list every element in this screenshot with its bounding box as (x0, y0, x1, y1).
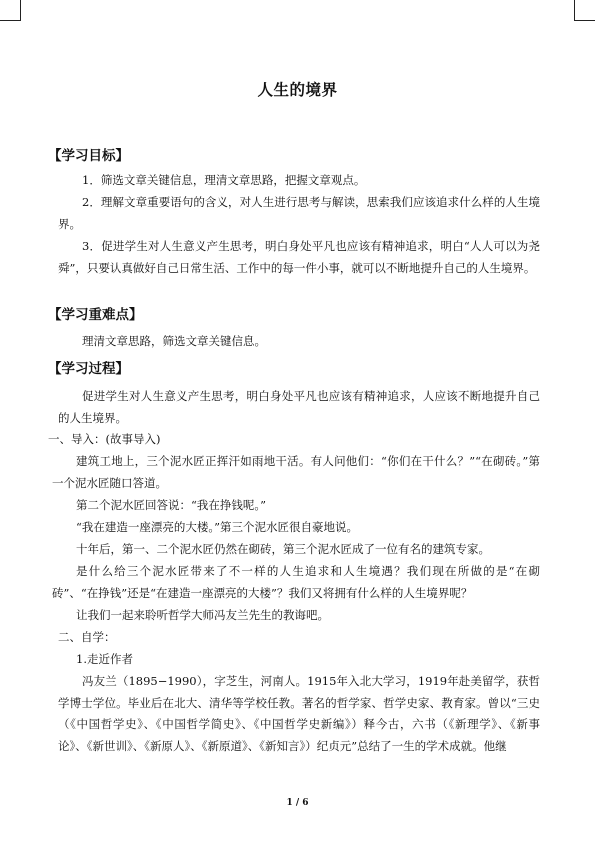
crop-mark-top-right (574, 0, 595, 21)
goal-item-2: 2．理解文章重要语句的含义，对人生进行思考与解读，思索我们应该追求什么样的人生境界。 (58, 195, 540, 231)
page-title: 人生的境界 (257, 80, 338, 99)
story-paragraph-6: 让我们一起来聆听哲学大师冯友兰先生的教诲吧。 (76, 608, 329, 622)
key-points-text: 理清文章思路，筛选文章关键信息。 (82, 334, 266, 348)
goal-item-3: 3．促进学生对人生意义产生思考，明白身处平凡也应该有精神追求，明白“人人可以为尧舜”，只要认真做好自己日常生活、工作中的每一件小事，就可以不断地提升自己的人生境界。 (58, 239, 540, 275)
story-paragraph-5: 是什么给三个泥水匠带来了不一样的人生追求和人生境遇？我们现在所做的是“在砌砖”、“在挣钱”还是“在建造一座漂亮的大楼”？我们又将拥有什么样的人生境界呢？ (52, 564, 540, 600)
goal-item-1: 1．筛选文章关键信息，理清文章思路，把握文章观点。 (82, 173, 366, 187)
key-points-heading: 【学习重难点】 (48, 307, 143, 323)
process-heading: 【学习过程】 (48, 361, 129, 377)
story-paragraph-3: “我在建造一座漂亮的大楼。”第三个泥水匠很自豪地说。 (76, 520, 359, 534)
part2-heading: 二、自学： (58, 630, 116, 644)
story-paragraph-2: 第二个泥水匠回答说：“我在挣钱呢。” (76, 498, 267, 512)
crop-mark-top-left (0, 0, 21, 21)
story-paragraph-1: 建筑工地上，三个泥水匠正挥汗如雨地干活。有人问他们：“你们在干什么？”“在砌砖。”第一个泥水匠随口答道。 (52, 454, 540, 490)
story-paragraph-4: 十年后，第一、二个泥水匠仍然在砌砖，第三个泥水匠成了一位有名的建筑专家。 (76, 542, 490, 556)
part1-heading: 一、导入：(故事导入) (48, 432, 161, 446)
page-number: 1 / 6 (286, 798, 309, 808)
learning-goals-heading: 【学习目标】 (48, 148, 129, 164)
author-bio: 冯友兰（1895−1990），字芝生，河南人。1915年入北大学习，1919年赴美留学，获哲学博士学位。毕业后在北大、清华等学校任教。著名的哲学家、哲学史家、教育家。曾以“三史（《中国哲学史》、《中国哲学简史》、《中国哲学史新编》）释今古，六书（《新理学》、《新事论》、《新世训》、《新原人》、《新原道》、《新知言》）纪贞元”总结了一生的学术成就。他继 (58, 674, 540, 753)
author-heading: 1.走近作者 (76, 652, 133, 666)
process-intro: 促进学生对人生意义产生思考，明白身处平凡也应该有精神追求，人应该不断地提升自己的人生境界。 (58, 389, 540, 425)
